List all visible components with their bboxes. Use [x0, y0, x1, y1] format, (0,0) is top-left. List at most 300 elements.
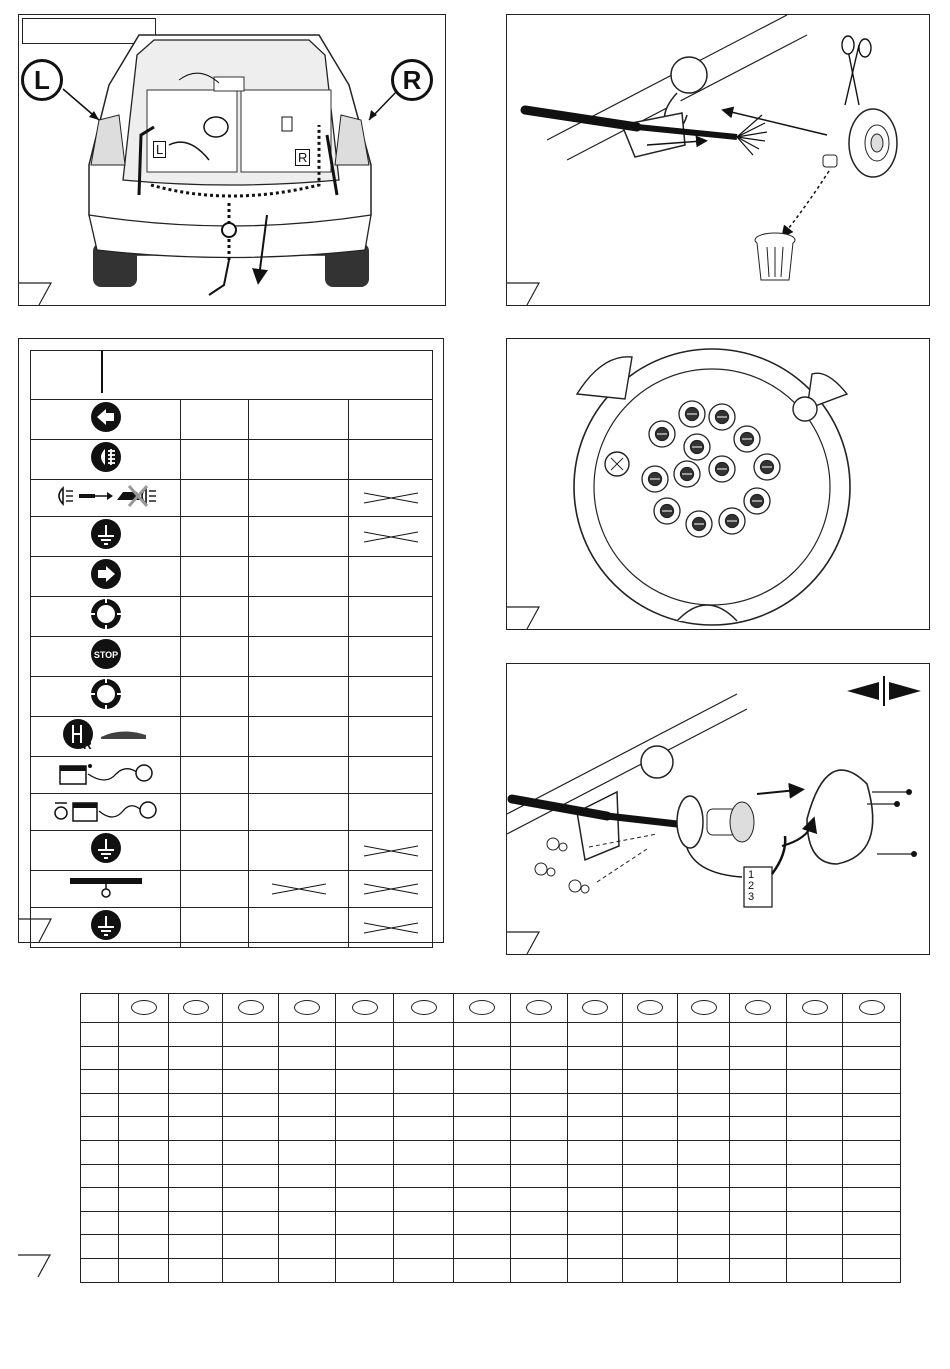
- grid-cell: [843, 1140, 901, 1164]
- grid-cell: [279, 1093, 336, 1117]
- wiring-cell: [249, 677, 349, 717]
- grid-cell: [623, 1140, 678, 1164]
- wiring-cell: [249, 637, 349, 677]
- wiring-cell: [181, 908, 249, 948]
- pin-circle-icon: [131, 1000, 157, 1015]
- ground-icon: [31, 831, 181, 871]
- grid-cell: [169, 1235, 223, 1259]
- grid-cell: [81, 1093, 119, 1117]
- grid-cell: [623, 1164, 678, 1188]
- grid-cell: [454, 1117, 511, 1141]
- grid-cell: [843, 1258, 901, 1282]
- grid-cell: [787, 1070, 843, 1094]
- not-applicable-cross-icon: [272, 882, 326, 896]
- grid-cell: [394, 1211, 454, 1235]
- wiring-cell: [349, 831, 433, 871]
- grid-cell: [394, 1258, 454, 1282]
- grid-cell: [568, 1188, 623, 1212]
- grid-cell: [279, 1235, 336, 1259]
- grid-cell: [623, 1023, 678, 1047]
- grid-pin-header: [223, 994, 279, 1023]
- pin-circle-icon: [859, 1000, 885, 1015]
- grid-cell: [678, 1164, 730, 1188]
- grid-cell: [511, 1093, 568, 1117]
- grid-cell: [678, 1235, 730, 1259]
- wiring-row: [31, 400, 433, 440]
- wiring-cell: [349, 757, 433, 794]
- panel-car-rear: [18, 14, 446, 306]
- stop-light-icon: [31, 637, 181, 677]
- grid-cell: [119, 1070, 169, 1094]
- wiring-row: [31, 517, 433, 557]
- right-tail-light-icon: [31, 597, 181, 637]
- ground-icon: [31, 908, 181, 948]
- wiring-cell: [349, 597, 433, 637]
- grid-cell: [568, 1164, 623, 1188]
- grid-cell: [843, 1164, 901, 1188]
- car-rear-illustration: [19, 15, 447, 307]
- grid-cell: [336, 1023, 394, 1047]
- socket-pin: [654, 498, 680, 524]
- grid-row: [81, 1164, 901, 1188]
- towbar-cable-illustration: [507, 15, 931, 307]
- grid-cell: [787, 1023, 843, 1047]
- wiring-cell: [181, 757, 249, 794]
- panel-towbar-cable: [506, 14, 930, 306]
- grid-cell: [678, 1188, 730, 1212]
- grid-cell: [336, 1188, 394, 1212]
- panel-socket-assembly: [506, 663, 930, 955]
- grid-cell: [787, 1117, 843, 1141]
- grid-pin-header: [336, 994, 394, 1023]
- wiring-cell: [349, 480, 433, 517]
- grid-cell: [568, 1023, 623, 1047]
- grid-cell: [730, 1211, 787, 1235]
- wiring-cell: [249, 757, 349, 794]
- grid-cell: [223, 1117, 279, 1141]
- wiring-cell: [349, 717, 433, 757]
- left-tailgate-marker: L: [153, 141, 166, 158]
- grid-cell: [843, 1070, 901, 1094]
- grid-row: [81, 1258, 901, 1282]
- wiring-cell: [181, 400, 249, 440]
- grid-pin-header: [454, 994, 511, 1023]
- grid-cell: [623, 1188, 678, 1212]
- grid-cell: [787, 1235, 843, 1259]
- wiring-cell: [249, 480, 349, 517]
- wiring-cell: [249, 794, 349, 831]
- grid-row: [81, 1211, 901, 1235]
- grid-header-corner: [81, 994, 119, 1023]
- relay-label-2: 2: [748, 880, 755, 892]
- grid-cell: [169, 1164, 223, 1188]
- wiring-row: [31, 717, 433, 757]
- reverse-light-icon: [31, 717, 181, 757]
- pin-circle-icon: [582, 1000, 608, 1015]
- left-indicator-icon: [31, 400, 181, 440]
- grid-cell: [119, 1235, 169, 1259]
- grid-cell: [730, 1023, 787, 1047]
- not-applicable-cross-icon: [364, 530, 418, 544]
- wiring-cell: [349, 871, 433, 908]
- grid-cell: [568, 1117, 623, 1141]
- not-applicable-cross-icon: [364, 882, 418, 896]
- grid-cell: [279, 1258, 336, 1282]
- wiring-row: [31, 871, 433, 908]
- not-applicable-cross-icon: [364, 921, 418, 935]
- grid-cell: [454, 1140, 511, 1164]
- right-side-badge: [391, 59, 433, 101]
- grid-cell: [81, 1258, 119, 1282]
- wiring-table-body: [31, 400, 433, 948]
- grid-row: [81, 1117, 901, 1141]
- grid-cell: [623, 1235, 678, 1259]
- not-applicable-cross-icon: [364, 844, 418, 858]
- grid-pin-header: [169, 994, 223, 1023]
- grid-cell: [568, 1235, 623, 1259]
- grid-cell: [223, 1093, 279, 1117]
- grid-cell: [454, 1235, 511, 1259]
- pin-circle-icon: [294, 1000, 320, 1015]
- grid-row: [81, 1140, 901, 1164]
- wiring-cell: [349, 637, 433, 677]
- wiring-row: [31, 757, 433, 794]
- ignition-power-icon: [31, 794, 181, 831]
- grid-cell: [568, 1258, 623, 1282]
- grid-cell: [394, 1117, 454, 1141]
- pin-circle-icon: [352, 1000, 378, 1015]
- wiring-row: [31, 831, 433, 871]
- wiring-cell: [181, 517, 249, 557]
- grid-cell: [81, 1211, 119, 1235]
- grid-cell: [336, 1258, 394, 1282]
- grid-cell: [279, 1188, 336, 1212]
- grid-cell: [454, 1070, 511, 1094]
- grid-cell: [454, 1093, 511, 1117]
- grid-cell: [223, 1235, 279, 1259]
- wiring-cell: [349, 400, 433, 440]
- grid-cell: [730, 1093, 787, 1117]
- stop-label: STOP: [93, 650, 118, 660]
- relay-label-1: 1: [748, 869, 755, 881]
- socket-pin: [719, 508, 745, 534]
- grid-cell: [843, 1093, 901, 1117]
- grid-cell: [223, 1164, 279, 1188]
- grid-cell: [730, 1258, 787, 1282]
- grid-cell: [511, 1235, 568, 1259]
- wiring-cell: [181, 597, 249, 637]
- socket-pins-illustration: [507, 339, 931, 631]
- grid-cell: [119, 1046, 169, 1070]
- pin-circle-icon: [637, 1000, 663, 1015]
- grid-cell: [223, 1140, 279, 1164]
- wiring-row: [31, 908, 433, 948]
- socket-pin: [649, 421, 675, 447]
- grid-cell: [394, 1140, 454, 1164]
- grid-cell: [623, 1093, 678, 1117]
- wiring-cell: [181, 480, 249, 517]
- wiring-cell: [181, 677, 249, 717]
- right-indicator-icon: [31, 557, 181, 597]
- grid-cell: [81, 1140, 119, 1164]
- grid-cell: [394, 1070, 454, 1094]
- wiring-cell: [249, 597, 349, 637]
- grid-cell: [678, 1023, 730, 1047]
- grid-cell: [787, 1046, 843, 1070]
- wiring-cell: [249, 517, 349, 557]
- grid-cell: [223, 1211, 279, 1235]
- grid-cell: [223, 1023, 279, 1047]
- grid-cell: [394, 1046, 454, 1070]
- grid-cell: [623, 1211, 678, 1235]
- grid-pin-header: [678, 994, 730, 1023]
- socket-pin: [709, 404, 735, 430]
- wiring-row: [31, 794, 433, 831]
- grid-cell: [454, 1211, 511, 1235]
- grid-row: [81, 1046, 901, 1070]
- grid-cell: [678, 1258, 730, 1282]
- grid-cell: [730, 1046, 787, 1070]
- grid-cell: [119, 1211, 169, 1235]
- grid-pin-header: [623, 994, 678, 1023]
- grid-cell: [511, 1211, 568, 1235]
- grid-cell: [81, 1046, 119, 1070]
- grid-cell: [169, 1211, 223, 1235]
- grid-cell: [843, 1235, 901, 1259]
- wiring-cell: [181, 717, 249, 757]
- grid-cell: [394, 1188, 454, 1212]
- grid-cell: [787, 1258, 843, 1282]
- wiring-table-header: [31, 351, 433, 400]
- pin-circle-icon: [183, 1000, 209, 1015]
- wiring-cell: [249, 440, 349, 480]
- grid-cell: [511, 1258, 568, 1282]
- grid-cell: [169, 1140, 223, 1164]
- grid-cell: [394, 1093, 454, 1117]
- grid-cell: [223, 1258, 279, 1282]
- rear-fog-light-icon: [31, 440, 181, 480]
- pin-circle-icon: [745, 1000, 771, 1015]
- wiring-row: [31, 440, 433, 480]
- wiring-cell: [181, 440, 249, 480]
- socket-pin: [734, 426, 760, 452]
- grid-row: [81, 1023, 901, 1047]
- grid-row: [81, 1093, 901, 1117]
- grid-cell: [568, 1093, 623, 1117]
- wiring-cell: [349, 794, 433, 831]
- grid-cell: [454, 1164, 511, 1188]
- grid-cell: [169, 1070, 223, 1094]
- wiring-row: [31, 677, 433, 717]
- grid-cell: [119, 1188, 169, 1212]
- not-applicable-cross-icon: [364, 491, 418, 505]
- pin-circle-icon: [526, 1000, 552, 1015]
- svg-text:R: R: [82, 738, 92, 751]
- grid-cell: [279, 1211, 336, 1235]
- grid-cell: [787, 1188, 843, 1212]
- grid-cell: [730, 1140, 787, 1164]
- grid-cell: [169, 1258, 223, 1282]
- right-side-label: R: [402, 64, 422, 95]
- grid-cell: [454, 1188, 511, 1212]
- grid-cell: [336, 1235, 394, 1259]
- grid-cell: [730, 1235, 787, 1259]
- relay-label-3: 3: [748, 891, 755, 903]
- grid-pin-header: [730, 994, 787, 1023]
- wiring-row: [31, 480, 433, 517]
- grid-cell: [678, 1046, 730, 1070]
- wiring-cell: [181, 794, 249, 831]
- grid-table-corner: [18, 990, 38, 1280]
- wiring-cell: [249, 557, 349, 597]
- left-tail-light-icon: [31, 677, 181, 717]
- grid-cell: [787, 1211, 843, 1235]
- grid-cell: [730, 1117, 787, 1141]
- left-side-badge: [21, 59, 63, 101]
- grid-cell: [454, 1046, 511, 1070]
- grid-cell: [843, 1023, 901, 1047]
- grid-cell: [336, 1093, 394, 1117]
- right-tailgate-marker: R: [295, 149, 310, 166]
- grid-row: [81, 1188, 901, 1212]
- grid-cell: [336, 1117, 394, 1141]
- grid-cell: [223, 1070, 279, 1094]
- grid-cell: [81, 1164, 119, 1188]
- grid-cell: [119, 1117, 169, 1141]
- grid-cell: [568, 1046, 623, 1070]
- grid-pin-header: [568, 994, 623, 1023]
- left-side-label: L: [34, 64, 50, 95]
- grid-cell: [394, 1023, 454, 1047]
- wiring-cell: [181, 831, 249, 871]
- grid-pin-header: [843, 994, 901, 1023]
- wiring-cell: [249, 400, 349, 440]
- grid-pin-header: [394, 994, 454, 1023]
- grid-cell: [678, 1211, 730, 1235]
- grid-pin-header: [279, 994, 336, 1023]
- grid-cell: [843, 1188, 901, 1212]
- grid-cell: [81, 1023, 119, 1047]
- wiring-table: [30, 350, 433, 948]
- grid-cell: [119, 1140, 169, 1164]
- grid-cell: [511, 1070, 568, 1094]
- grid-cell: [787, 1140, 843, 1164]
- grid-cell: [511, 1164, 568, 1188]
- grid-cell: [336, 1070, 394, 1094]
- grid-cell: [336, 1046, 394, 1070]
- pin-circle-icon: [469, 1000, 495, 1015]
- grid-row: [81, 1070, 901, 1094]
- grid-cell: [223, 1188, 279, 1212]
- grid-cell: [169, 1117, 223, 1141]
- grid-cell: [730, 1188, 787, 1212]
- grid-cell: [279, 1117, 336, 1141]
- grid-cell: [394, 1235, 454, 1259]
- grid-cell: [678, 1093, 730, 1117]
- grid-cell: [678, 1070, 730, 1094]
- wiring-cell: [249, 717, 349, 757]
- grid-cell: [843, 1211, 901, 1235]
- grid-cell: [568, 1140, 623, 1164]
- grid-pin-header: [787, 994, 843, 1023]
- grid-cell: [279, 1070, 336, 1094]
- grid-cell: [336, 1211, 394, 1235]
- wiring-cell: [181, 871, 249, 908]
- grid-cell: [454, 1023, 511, 1047]
- socket-pin: [686, 511, 712, 537]
- grid-pin-header: [511, 994, 568, 1023]
- grid-cell: [623, 1046, 678, 1070]
- grid-cell: [623, 1258, 678, 1282]
- wiring-row: [31, 557, 433, 597]
- grid-header-row: [81, 994, 901, 1023]
- pin-circle-icon: [238, 1000, 264, 1015]
- wiring-cell: [349, 677, 433, 717]
- socket-pin: [679, 401, 705, 427]
- socket-pin: [674, 461, 700, 487]
- grid-cell: [511, 1188, 568, 1212]
- grid-cell: [511, 1117, 568, 1141]
- grid-cell: [279, 1140, 336, 1164]
- grid-cell: [279, 1023, 336, 1047]
- permanent-power-icon: [31, 757, 181, 794]
- grid-cell: [81, 1117, 119, 1141]
- grid-cell: [169, 1188, 223, 1212]
- grid-cell: [394, 1164, 454, 1188]
- grid-cell: [119, 1258, 169, 1282]
- grid-cell: [568, 1070, 623, 1094]
- grid-cell: [336, 1164, 394, 1188]
- grid-cell: [511, 1140, 568, 1164]
- grid-cell: [119, 1023, 169, 1047]
- grid-cell: [81, 1235, 119, 1259]
- socket-pin: [744, 488, 770, 514]
- grid-pin-header: [119, 994, 169, 1023]
- socket-pin: [754, 454, 780, 480]
- grid-cell: [223, 1046, 279, 1070]
- grid-cell: [730, 1164, 787, 1188]
- fog-light-disable-icon: [31, 480, 181, 517]
- wiring-row: [31, 597, 433, 637]
- wiring-cell: [349, 517, 433, 557]
- grid-cell: [787, 1093, 843, 1117]
- wiring-cell: [249, 908, 349, 948]
- wiring-cell: [349, 557, 433, 597]
- grid-cell: [568, 1211, 623, 1235]
- grid-cell: [511, 1046, 568, 1070]
- wiring-table-wrap: [30, 350, 432, 910]
- panel-socket-pins: [506, 338, 930, 630]
- grid-cell: [730, 1070, 787, 1094]
- connector-grid-table: [80, 993, 901, 1283]
- wiring-cell: [181, 557, 249, 597]
- wiring-cell: [249, 871, 349, 908]
- wiring-row: [31, 637, 433, 677]
- pin-circle-icon: [411, 1000, 437, 1015]
- sensor-switch-icon: [31, 871, 181, 908]
- grid-cell: [511, 1023, 568, 1047]
- grid-cell: [169, 1046, 223, 1070]
- grid-cell: [169, 1023, 223, 1047]
- grid-cell: [787, 1164, 843, 1188]
- grid-row: [81, 1235, 901, 1259]
- wiring-cell: [349, 440, 433, 480]
- grid-cell: [279, 1164, 336, 1188]
- grid-cell: [843, 1117, 901, 1141]
- grid-cell: [623, 1070, 678, 1094]
- grid-cell: [169, 1093, 223, 1117]
- grid-cell: [119, 1164, 169, 1188]
